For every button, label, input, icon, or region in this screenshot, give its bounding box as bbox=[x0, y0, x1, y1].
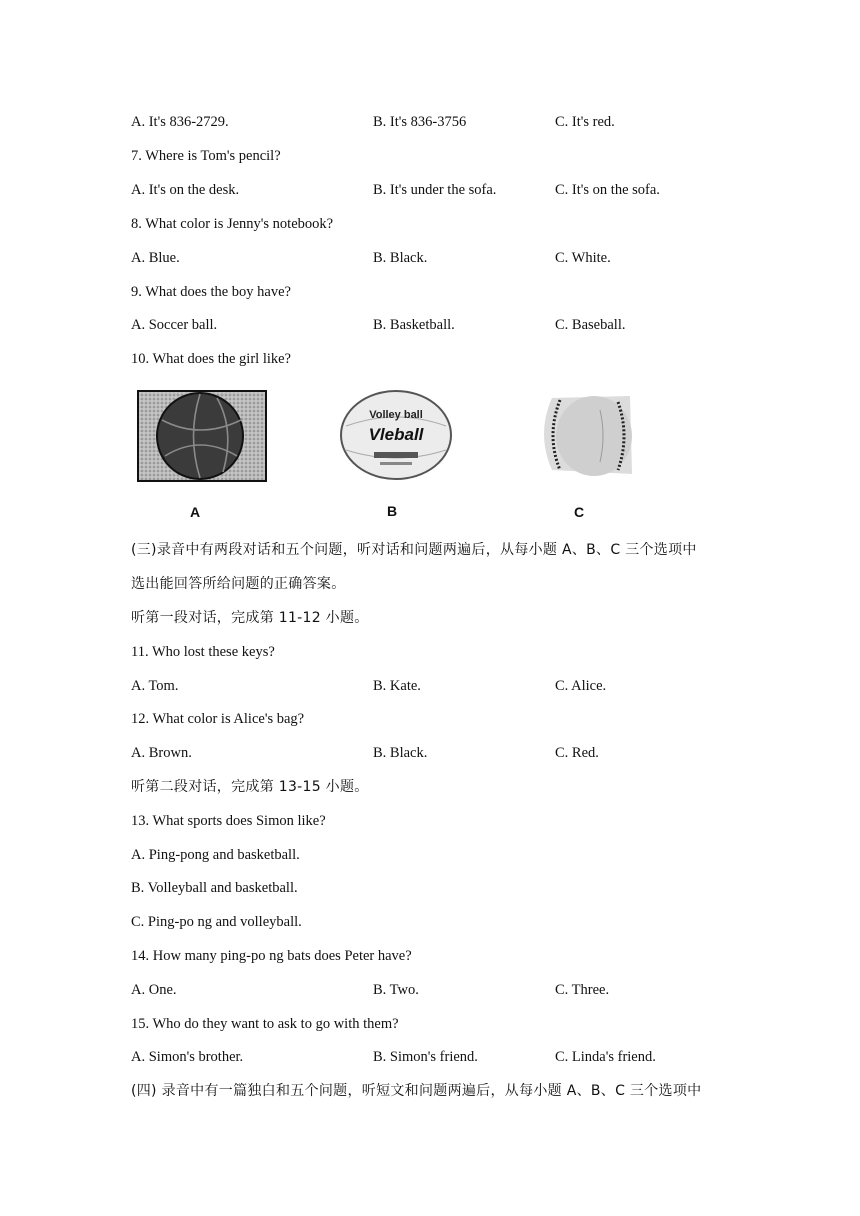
section-3-instruction-line-1: (三)录音中有两段对话和五个问题，听对话和问题两遍后，从每小题 A、B、C 三个选项中 bbox=[131, 542, 697, 558]
q9-option-c: C. Baseball. bbox=[555, 317, 626, 333]
q9-option-a: A. Soccer ball. bbox=[131, 317, 218, 333]
picture-label-a: A bbox=[190, 504, 201, 520]
q9-option-b: B. Basketball. bbox=[373, 317, 455, 333]
volleyball-logo-top: Volley ball bbox=[369, 409, 423, 421]
question-14: 14. How many ping-po ng bats does Peter have? bbox=[131, 948, 412, 964]
q12-option-c: C. Red. bbox=[555, 745, 599, 761]
q13-option-b: B. Volleyball and basketball. bbox=[131, 880, 298, 896]
q6-option-c: C. It's red. bbox=[555, 114, 615, 130]
q12-option-b: B. Black. bbox=[373, 745, 428, 761]
question-11: 11. Who lost these keys? bbox=[131, 644, 275, 660]
question-8: 8. What color is Jenny's notebook? bbox=[131, 216, 334, 232]
volleyball-logo-main: Vleball bbox=[368, 425, 424, 444]
q7-option-b: B. It's under the sofa. bbox=[373, 182, 497, 198]
q8-option-c: C. White. bbox=[555, 250, 611, 266]
q14-option-c: C. Three. bbox=[555, 982, 610, 998]
q8-option-a: A. Blue. bbox=[131, 250, 180, 266]
picture-label-b: B bbox=[387, 503, 398, 519]
q13-option-c: C. Ping-po ng and volleyball. bbox=[131, 914, 302, 930]
q11-option-a: A. Tom. bbox=[131, 678, 179, 694]
dialog-2-instruction: 听第二段对话，完成第 13-15 小题。 bbox=[131, 779, 369, 795]
q12-option-a: A. Brown. bbox=[131, 745, 192, 761]
picture-label-c: C bbox=[574, 504, 585, 520]
q13-option-a: A. Ping-pong and basketball. bbox=[131, 847, 300, 863]
baseball-picture bbox=[530, 390, 636, 478]
q6-option-b: B. It's 836-3756 bbox=[373, 114, 467, 130]
section-4-instruction-line-1: (四) 录音中有一篇独白和五个问题，听短文和问题两遍后，从每小题 A、B、C 三个选项中 bbox=[131, 1083, 702, 1099]
q15-option-a: A. Simon's brother. bbox=[131, 1049, 244, 1065]
question-10: 10. What does the girl like? bbox=[131, 351, 291, 367]
q7-option-c: C. It's on the sofa. bbox=[555, 182, 660, 198]
q11-option-c: C. Alice. bbox=[555, 678, 607, 694]
q11-option-b: B. Kate. bbox=[373, 678, 421, 694]
q14-option-b: B. Two. bbox=[373, 982, 419, 998]
q15-option-c: C. Linda's friend. bbox=[555, 1049, 656, 1065]
question-12: 12. What color is Alice's bag? bbox=[131, 711, 305, 727]
volleyball-picture bbox=[338, 388, 454, 482]
dialog-1-instruction: 听第一段对话，完成第 11-12 小题。 bbox=[131, 610, 369, 626]
q14-option-a: A. One. bbox=[131, 982, 177, 998]
q7-option-a: A. It's on the desk. bbox=[131, 182, 240, 198]
q8-option-b: B. Black. bbox=[373, 250, 428, 266]
question-9: 9. What does the boy have? bbox=[131, 284, 291, 300]
q6-option-a: A. It's 836-2729. bbox=[131, 114, 229, 130]
basketball-picture bbox=[137, 390, 267, 482]
question-13: 13. What sports does Simon like? bbox=[131, 813, 326, 829]
q15-option-b: B. Simon's friend. bbox=[373, 1049, 478, 1065]
question-7: 7. Where is Tom's pencil? bbox=[131, 148, 281, 164]
section-3-instruction-line-2: 选出能回答所给问题的正确答案。 bbox=[131, 576, 346, 592]
question-15: 15. Who do they want to ask to go with them? bbox=[131, 1016, 399, 1032]
